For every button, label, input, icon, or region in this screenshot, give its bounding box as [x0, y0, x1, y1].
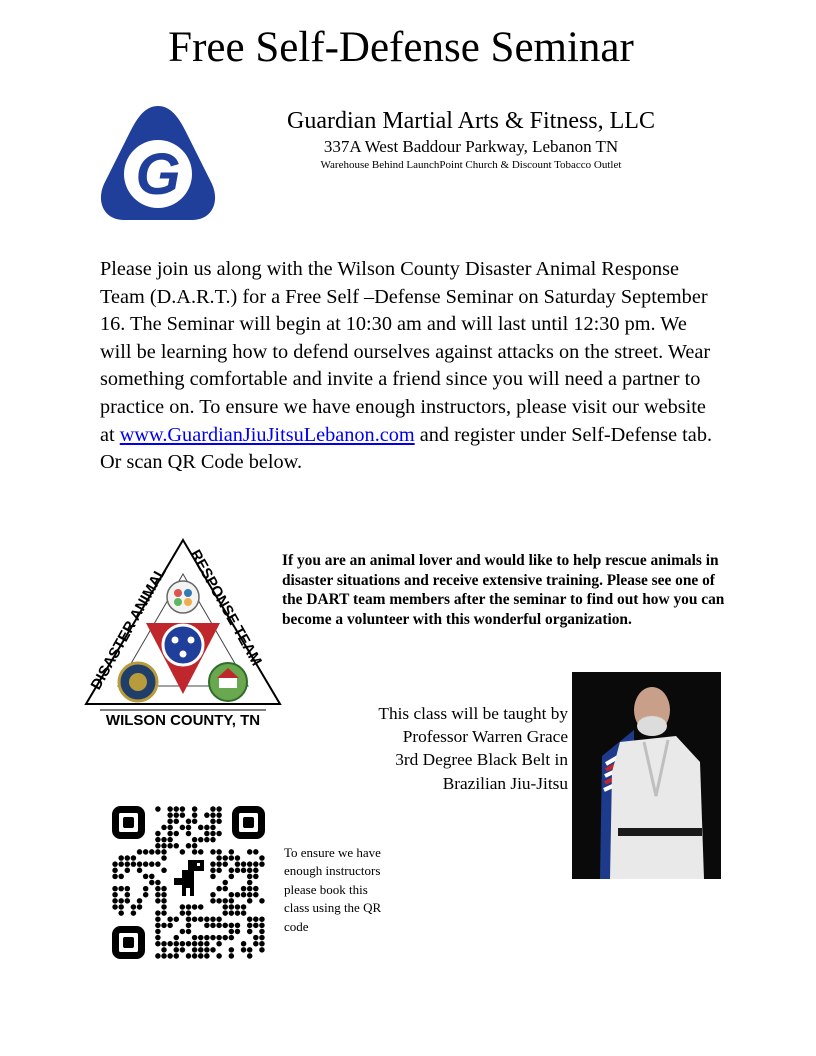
- qr-module: [167, 812, 173, 818]
- qr-module: [222, 855, 228, 861]
- qr-module: [137, 868, 143, 874]
- beard-shape: [637, 716, 667, 736]
- qr-module: [180, 929, 186, 935]
- dart-logo-left-text: DISASTER ANIMAL: [87, 564, 170, 693]
- qr-module: [167, 953, 173, 959]
- qr-module: [216, 953, 222, 959]
- qr-module: [161, 941, 167, 947]
- qr-module: [118, 855, 124, 861]
- qr-module: [155, 935, 161, 941]
- qr-module: [241, 904, 247, 910]
- qr-module: [222, 861, 228, 867]
- qr-module: [229, 953, 235, 959]
- qr-module: [259, 941, 265, 947]
- qr-module: [229, 898, 235, 904]
- qr-module: [241, 886, 247, 892]
- qr-module: [198, 916, 204, 922]
- qr-module: [143, 886, 149, 892]
- qr-module: [131, 855, 137, 861]
- qr-module: [259, 898, 265, 904]
- qr-module: [216, 855, 222, 861]
- qr-module: [210, 923, 216, 929]
- dart-logo: [80, 536, 286, 728]
- qr-module: [167, 831, 173, 837]
- dart-logo-bottom-text: WILSON COUNTY, TN: [105, 712, 261, 728]
- qr-module: [247, 929, 253, 935]
- qr-module: [174, 953, 180, 959]
- qr-module: [192, 843, 198, 849]
- gi-body-shape: [610, 736, 704, 879]
- qr-module: [112, 892, 118, 898]
- qr-module: [204, 812, 210, 818]
- qr-code-note: To ensure we have enough instructors please book this class using the QR code: [284, 845, 382, 934]
- qr-module: [259, 923, 265, 929]
- qr-module: [222, 923, 228, 929]
- qr-module: [192, 849, 198, 855]
- qr-module: [198, 941, 204, 947]
- qr-module: [204, 825, 210, 831]
- qr-module: [149, 849, 155, 855]
- qr-module: [198, 947, 204, 953]
- qr-module: [161, 904, 167, 910]
- qr-module: [161, 953, 167, 959]
- qr-module: [155, 880, 161, 886]
- qr-module: [155, 898, 161, 904]
- qr-module: [155, 929, 161, 935]
- qr-module: [167, 825, 173, 831]
- qr-module: [161, 947, 167, 953]
- qr-module: [253, 861, 259, 867]
- qr-module: [216, 935, 222, 941]
- qr-module: [143, 861, 149, 867]
- qr-module: [198, 837, 204, 843]
- qr-module: [204, 831, 210, 837]
- qr-module: [229, 855, 235, 861]
- qr-module: [186, 941, 192, 947]
- qr-module: [180, 910, 186, 916]
- qr-module: [186, 910, 192, 916]
- qr-module: [192, 953, 198, 959]
- qr-module: [155, 941, 161, 947]
- qr-module: [125, 861, 131, 867]
- qr-module: [131, 910, 137, 916]
- qr-module: [149, 880, 155, 886]
- qr-module: [222, 904, 228, 910]
- intro-text-end: and register under Self-Defense tab. Or scan QR Code below.: [100, 423, 713, 474]
- qr-module: [235, 868, 241, 874]
- qr-module: [161, 910, 167, 916]
- qr-module: [210, 812, 216, 818]
- qr-module: [216, 923, 222, 929]
- qr-module: [235, 929, 241, 935]
- qr-module: [161, 868, 167, 874]
- website-link[interactable]: www.GuardianJiuJitsuLebanon.com: [119, 423, 415, 446]
- qr-module: [247, 886, 253, 892]
- qr-module: [155, 843, 161, 849]
- dart-volunteer-text: If you are an animal lover and would like to help rescue animals in disaster situations and receive extensive training. Please see one of the DART team members after the seminar to find out how you can become a volunteer with this wonderful organization.: [282, 552, 725, 629]
- qr-module: [229, 874, 235, 880]
- qr-module: [155, 849, 161, 855]
- qr-module: [161, 892, 167, 898]
- qr-module: [253, 923, 259, 929]
- qr-module: [167, 923, 173, 929]
- qr-module: [198, 849, 204, 855]
- qr-module: [210, 825, 216, 831]
- qr-module: [229, 904, 235, 910]
- qr-module: [216, 861, 222, 867]
- qr-module: [167, 843, 173, 849]
- qr-module: [198, 935, 204, 941]
- qr-module: [216, 868, 222, 874]
- page-title: Free Self-Defense Seminar: [168, 24, 634, 71]
- qr-module: [216, 886, 222, 892]
- qr-module: [161, 837, 167, 843]
- qr-module: [137, 904, 143, 910]
- qr-module: [247, 868, 253, 874]
- qr-module: [174, 916, 180, 922]
- instructor-photo: [572, 672, 721, 879]
- qr-module: [198, 953, 204, 959]
- qr-module: [241, 861, 247, 867]
- qr-module: [112, 898, 118, 904]
- qr-module: [125, 892, 131, 898]
- qr-module: [229, 910, 235, 916]
- qr-module: [253, 935, 259, 941]
- qr-module: [259, 855, 265, 861]
- qr-module: [131, 904, 137, 910]
- organization-directions: Warehouse Behind LaunchPoint Church & Discount Tobacco Outlet: [320, 159, 622, 171]
- qr-module: [161, 825, 167, 831]
- qr-module: [155, 953, 161, 959]
- qr-module: [161, 923, 167, 929]
- qr-module: [222, 935, 228, 941]
- qr-module: [167, 806, 173, 812]
- qr-module: [180, 825, 186, 831]
- qr-module: [229, 929, 235, 935]
- qr-module: [186, 953, 192, 959]
- qr-module: [174, 935, 180, 941]
- intro-text-start: Please join us along with the Wilson County Disaster Animal Response Team (D.A.R.T.) for a Free Self –Defense Seminar on Saturday September 16. The Seminar will begin at 10:30 am and will last until 12:30 pm. We will be learning how to defend ourselves against attacks on the street. Wear something comfortable and invite a friend since you will need a partner to practice on. To ensure we have enough instructors, please visit our website at: [100, 258, 711, 446]
- qr-module: [216, 806, 222, 812]
- organization-address: 337A West Baddour Parkway, Lebanon TN: [323, 137, 619, 156]
- qr-module: [149, 861, 155, 867]
- qr-module: [174, 941, 180, 947]
- qr-module: [216, 819, 222, 825]
- intro-paragraph: [100, 256, 720, 477]
- qr-module: [112, 886, 118, 892]
- qr-module: [155, 916, 161, 922]
- qr-module: [204, 947, 210, 953]
- qr-module: [259, 916, 265, 922]
- qr-module: [216, 812, 222, 818]
- organization-name: Guardian Martial Arts & Fitness, LLC: [287, 108, 655, 134]
- qr-module: [167, 837, 173, 843]
- qr-module: [198, 904, 204, 910]
- qr-module: [125, 886, 131, 892]
- qr-module: [259, 861, 265, 867]
- qr-module: [253, 941, 259, 947]
- qr-module: [210, 837, 216, 843]
- qr-module: [204, 837, 210, 843]
- qr-module: [204, 916, 210, 922]
- qr-module: [155, 892, 161, 898]
- qr-module: [235, 904, 241, 910]
- qr-module: [155, 831, 161, 837]
- qr-module: [247, 916, 253, 922]
- qr-module: [216, 831, 222, 837]
- qr-module: [155, 861, 161, 867]
- qr-module: [210, 849, 216, 855]
- qr-module: [192, 916, 198, 922]
- qr-module: [125, 898, 131, 904]
- qr-module: [222, 898, 228, 904]
- qr-module: [210, 806, 216, 812]
- qr-module: [192, 806, 198, 812]
- black-belt-shape: [618, 828, 702, 836]
- qr-module: [155, 806, 161, 812]
- qr-module: [229, 868, 235, 874]
- qr-module: [198, 825, 204, 831]
- qr-module: [118, 886, 124, 892]
- qr-module: [167, 941, 173, 947]
- qr-module: [235, 892, 241, 898]
- qr-module: [222, 880, 228, 886]
- qr-module: [118, 861, 124, 867]
- qr-module: [210, 819, 216, 825]
- qr-module: [174, 843, 180, 849]
- qr-module: [204, 941, 210, 947]
- qr-module: [155, 923, 161, 929]
- qr-module: [222, 886, 228, 892]
- qr-module: [143, 874, 149, 880]
- qr-module: [216, 941, 222, 947]
- qr-module: [192, 819, 198, 825]
- qr-code[interactable]: [112, 806, 265, 959]
- qr-module: [174, 806, 180, 812]
- qr-module: [161, 849, 167, 855]
- qr-module: [112, 874, 118, 880]
- qr-module: [253, 874, 259, 880]
- qr-module: [253, 868, 259, 874]
- qr-module: [247, 923, 253, 929]
- qr-module: [241, 868, 247, 874]
- qr-module: [186, 843, 192, 849]
- qr-module: [210, 831, 216, 837]
- qr-module: [161, 855, 167, 861]
- qr-module: [118, 874, 124, 880]
- qr-module: [216, 849, 222, 855]
- logo-letter: G: [135, 142, 181, 207]
- organization-block: [262, 106, 680, 173]
- qr-module: [186, 923, 192, 929]
- qr-module: [118, 898, 124, 904]
- qr-module: [210, 916, 216, 922]
- qr-module: [204, 935, 210, 941]
- qr-module: [125, 868, 131, 874]
- qr-module: [229, 935, 235, 941]
- qr-module: [259, 929, 265, 935]
- dart-logo-right-text: RESPONSE TEAM: [186, 546, 265, 669]
- qr-module: [210, 898, 216, 904]
- qr-module: [210, 874, 216, 880]
- instructor-line-4: Brazilian Jiu-Jitsu: [442, 773, 568, 793]
- qr-module: [247, 874, 253, 880]
- qr-module: [180, 849, 186, 855]
- qr-module: [137, 849, 143, 855]
- instructor-block: [300, 702, 568, 795]
- qr-module: [210, 868, 216, 874]
- qr-module: [180, 806, 186, 812]
- qr-module: [247, 861, 253, 867]
- qr-module: [149, 874, 155, 880]
- qr-module: [167, 916, 173, 922]
- instructor-line-2: Professor Warren Grace: [402, 727, 568, 747]
- qr-module: [186, 825, 192, 831]
- qr-module: [247, 953, 253, 959]
- qr-module: [259, 935, 265, 941]
- qr-module: [174, 947, 180, 953]
- qr-module: [204, 953, 210, 959]
- qr-module: [155, 837, 161, 843]
- qr-module: [253, 916, 259, 922]
- qr-module: [155, 910, 161, 916]
- qr-module: [180, 947, 186, 953]
- qr-module: [192, 904, 198, 910]
- qr-module: [222, 910, 228, 916]
- qr-module: [186, 916, 192, 922]
- qr-module: [253, 892, 259, 898]
- qr-module: [210, 861, 216, 867]
- qr-module: [229, 947, 235, 953]
- qr-module: [229, 923, 235, 929]
- qr-module: [216, 916, 222, 922]
- qr-module: [137, 861, 143, 867]
- qr-module: [192, 812, 198, 818]
- qr-module: [241, 910, 247, 916]
- qr-module: [229, 892, 235, 898]
- qr-module: [167, 819, 173, 825]
- qr-module: [192, 837, 198, 843]
- qr-module: [112, 868, 118, 874]
- instructor-line-1: This class will be taught by: [378, 704, 568, 723]
- qr-module: [210, 935, 216, 941]
- qr-module: [210, 947, 216, 953]
- qr-module: [143, 892, 149, 898]
- qr-module: [241, 947, 247, 953]
- qr-module: [186, 831, 192, 837]
- qr-module: [253, 849, 259, 855]
- qr-module: [247, 880, 253, 886]
- qr-module: [204, 923, 210, 929]
- qr-module: [259, 947, 265, 953]
- qr-module: [174, 831, 180, 837]
- qr-module: [186, 819, 192, 825]
- qr-module: [118, 910, 124, 916]
- qr-module: [247, 849, 253, 855]
- qr-module: [125, 855, 131, 861]
- county-seal-icon: [167, 581, 199, 613]
- qr-module: [235, 861, 241, 867]
- qr-module: [241, 941, 247, 947]
- qr-module: [174, 812, 180, 818]
- qr-module: [247, 947, 253, 953]
- qr-module: [131, 861, 137, 867]
- qr-module: [235, 910, 241, 916]
- qr-module: [174, 819, 180, 825]
- qr-module: [210, 892, 216, 898]
- qr-module: [235, 923, 241, 929]
- qr-module: [247, 898, 253, 904]
- qr-module: [241, 892, 247, 898]
- qr-module: [155, 886, 161, 892]
- qr-module: [180, 904, 186, 910]
- qr-module: [192, 941, 198, 947]
- qr-module: [192, 947, 198, 953]
- qr-module: [143, 849, 149, 855]
- qr-module: [247, 892, 253, 898]
- qr-module: [192, 935, 198, 941]
- qr-module: [186, 929, 192, 935]
- qr-module: [112, 861, 118, 867]
- qr-module: [112, 904, 118, 910]
- instructor-line-3: 3rd Degree Black Belt in: [395, 750, 568, 770]
- qr-module: [161, 843, 167, 849]
- qr-module: [186, 904, 192, 910]
- qr-module: [253, 886, 259, 892]
- qr-module: [137, 898, 143, 904]
- qr-module: [216, 898, 222, 904]
- qr-module: [161, 898, 167, 904]
- tennessee-stars-icon: [163, 625, 203, 665]
- qr-module: [235, 855, 241, 861]
- qr-module: [161, 886, 167, 892]
- guardian-logo: [98, 104, 218, 224]
- qr-module: [118, 904, 124, 910]
- qr-module: [180, 941, 186, 947]
- qr-module: [180, 812, 186, 818]
- qr-module: [229, 849, 235, 855]
